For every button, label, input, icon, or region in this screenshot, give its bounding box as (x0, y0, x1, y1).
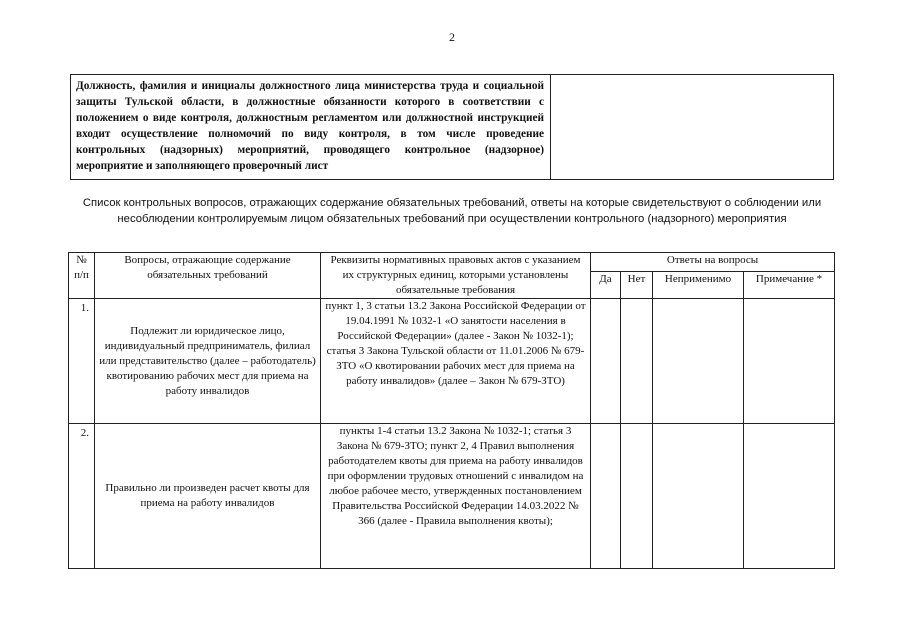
header-num: № п/п (69, 253, 95, 299)
header-answers: Ответы на вопросы (591, 253, 835, 272)
answer-not-applicable-cell[interactable] (653, 299, 744, 424)
checklist-title: Список контрольных вопросов, отражающих содержание обязательных требований, ответы на которые свидетельствуют о соблюдении или несоблюдении контролируемым лицом обязательных требований при осуществлении контрольного (надзорного) мероприятия (82, 197, 822, 225)
official-info-table (70, 74, 834, 180)
header-no: Нет (621, 272, 653, 299)
row-num: 1. (69, 299, 95, 424)
answer-yes-cell[interactable] (591, 424, 621, 569)
row-num: 2. (69, 424, 95, 569)
answer-no-cell[interactable] (621, 424, 653, 569)
official-value-cell (551, 75, 833, 179)
header-yes: Да (591, 272, 621, 299)
answer-note-cell[interactable] (744, 299, 835, 424)
answer-note-cell[interactable] (744, 424, 835, 569)
row-question: Правильно ли произведен расчет квоты для приема на работу инвалидов (95, 424, 321, 569)
row-question: Подлежит ли юридическое лицо, индивидуальный предприниматель, филиал или представительство (далее – работодатель) квотированию рабочих мест для приема на работу инвалидов (95, 299, 321, 424)
table-row (69, 424, 835, 569)
row-requisites: пункт 1, 3 статьи 13.2 Закона Российской Федерации от 19.04.1991 № 1032-1 «О занятости населения в Российской Федерации» (далее - Закон № 1032-1); статья 3 Закона Тульской области от 11.01.2006 № 679-ЗТО «О квотировании рабочих мест для приема на работу инвалидов» (далее – Закон № 679-ЗТО) (321, 299, 591, 424)
header-requisites: Реквизиты нормативных правовых актов с указанием их структурных единиц, которыми установлены обязательные требования (321, 253, 591, 299)
checklist-table (68, 252, 835, 569)
table-row (69, 299, 835, 424)
answer-yes-cell[interactable] (591, 299, 621, 424)
answer-not-applicable-cell[interactable] (653, 424, 744, 569)
official-label: Должность, фамилия и инициалы должностного лица министерства труда и социальной защиты Тульской области, в должностные обязанности которого в соответствии с положением о виде контроля, должностным регламентом или должностной инструкцией входит осуществление полномочий по виду контроля, в том числе проведение контрольных (надзорных) мероприятий, проводящего контрольное (надзорное) мероприятие и заполняющего проверочный лист (71, 75, 551, 179)
header-note: Примечание * (744, 272, 835, 299)
header-not-applicable: Неприменимо (653, 272, 744, 299)
row-requisites: пункты 1-4 статьи 13.2 Закона № 1032-1; статья 3 Закона № 679-ЗТО; пункт 2, 4 Правил выполнения работодателем квоты для приема на работу инвалидов при оформлении трудовых отношений с инвалидом на любое рабочее место, утвержденных постановлением Правительства Российской Федерации 14.03.2022 № 366 (далее - Правила выполнения квоты); (321, 424, 591, 569)
answer-no-cell[interactable] (621, 299, 653, 424)
header-question: Вопросы, отражающие содержание обязательных требований (95, 253, 321, 299)
page-number: 2 (449, 30, 455, 44)
